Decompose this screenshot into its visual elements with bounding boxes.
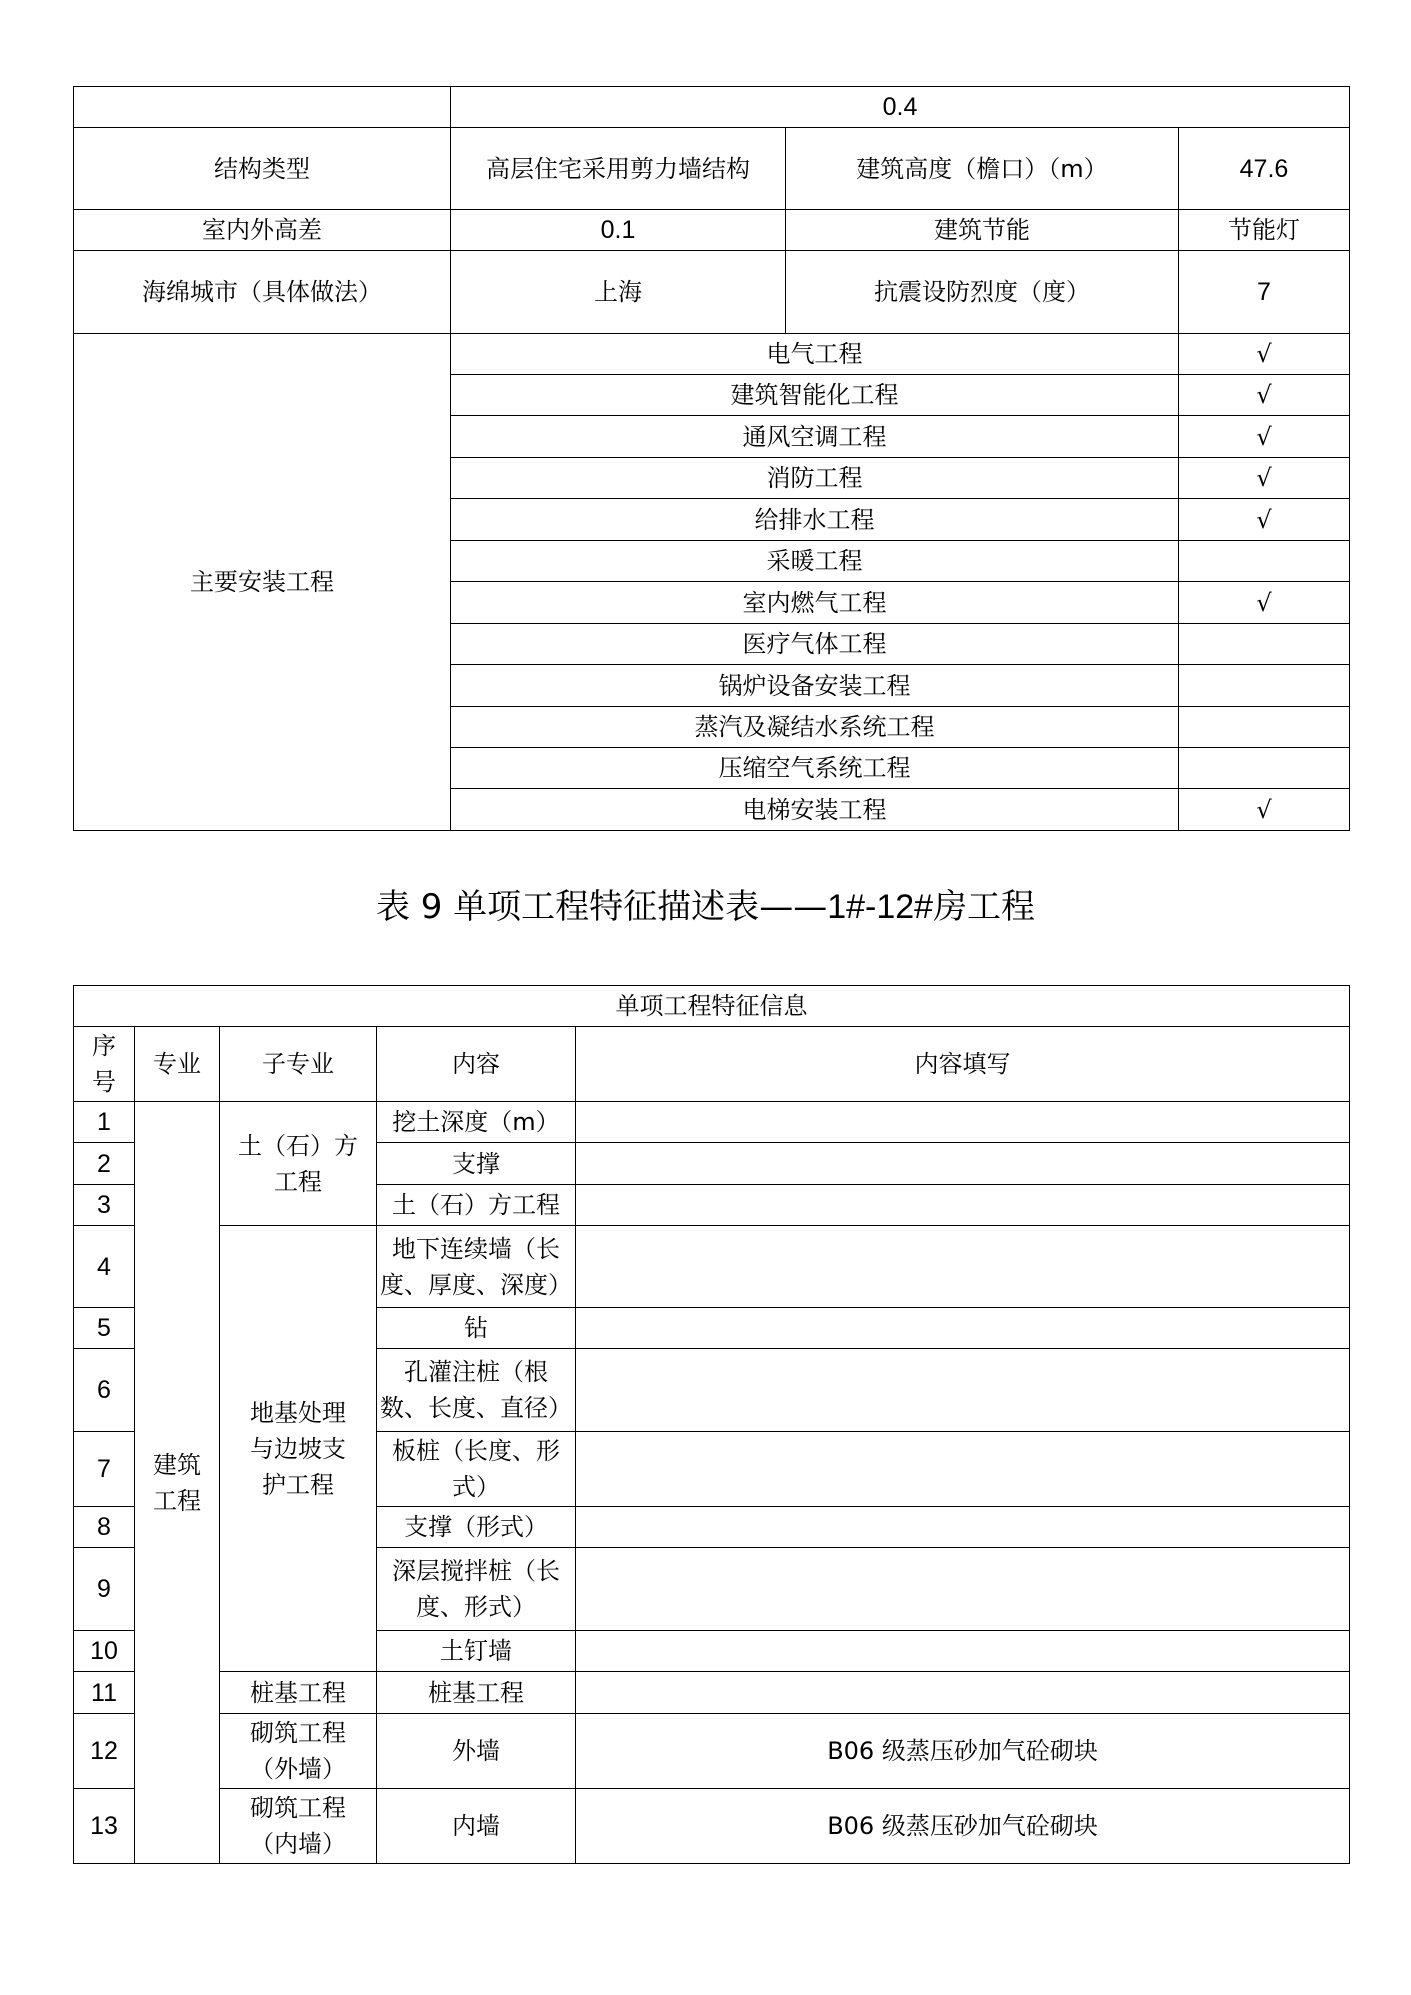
install-item: 压缩空气系统工程 xyxy=(451,748,1179,789)
install-item: 电气工程 xyxy=(451,334,1179,375)
building-height-value: 47.6 xyxy=(1179,128,1350,210)
blank-cell xyxy=(74,87,451,128)
structure-type-value: 高层住宅采用剪力墙结构 xyxy=(451,128,786,210)
row-fill xyxy=(576,1631,1350,1672)
install-check xyxy=(1179,624,1350,665)
row-fill xyxy=(576,1226,1350,1308)
caption-dash: —— xyxy=(759,887,828,927)
project-overview-table xyxy=(73,86,1350,831)
header-major: 专业 xyxy=(135,1027,220,1102)
row-number: 13 xyxy=(74,1789,135,1864)
install-check: √ xyxy=(1179,375,1350,416)
row-fill xyxy=(576,1143,1350,1185)
install-check: √ xyxy=(1179,416,1350,458)
row-number: 7 xyxy=(74,1432,135,1507)
row-content: 深层搅拌桩（长 度、形式） xyxy=(377,1548,576,1631)
row-content: 土（石）方工程 xyxy=(377,1185,576,1226)
row-fill xyxy=(576,1432,1350,1507)
install-check xyxy=(1179,541,1350,582)
install-check: √ xyxy=(1179,458,1350,499)
single-project-feature-table xyxy=(73,985,1350,1864)
row-fill xyxy=(576,1507,1350,1548)
row-fill: B06 级蒸压砂加气砼砌块 xyxy=(576,1789,1350,1864)
install-check: √ xyxy=(1179,789,1350,831)
install-item: 采暖工程 xyxy=(451,541,1179,582)
install-label: 主要安装工程 xyxy=(74,334,451,831)
row-content: 板桩（长度、形 式） xyxy=(377,1432,576,1507)
row-content: 挖土深度（m） xyxy=(377,1102,576,1143)
height-diff-label: 室内外高差 xyxy=(74,210,451,251)
caption-code: 1#-12# xyxy=(827,888,934,926)
row-fill xyxy=(576,1308,1350,1349)
row-content: 支撑（形式） xyxy=(377,1507,576,1548)
height-diff-value: 0.1 xyxy=(451,210,786,251)
row-number: 12 xyxy=(74,1714,135,1789)
header-content: 内容 xyxy=(377,1027,576,1102)
install-check: √ xyxy=(1179,334,1350,375)
sponge-city-value: 上海 xyxy=(451,251,786,334)
row-fill xyxy=(576,1349,1350,1432)
row-content: 孔灌注桩（根 数、长度、直径） xyxy=(377,1349,576,1432)
install-check xyxy=(1179,707,1350,748)
row-fill xyxy=(576,1185,1350,1226)
row-fill xyxy=(576,1672,1350,1714)
row-number: 5 xyxy=(74,1308,135,1349)
install-item: 电梯安装工程 xyxy=(451,789,1179,831)
install-item: 通风空调工程 xyxy=(451,416,1179,458)
sponge-city-label: 海绵城市（具体做法） xyxy=(74,251,451,334)
row-number: 10 xyxy=(74,1631,135,1672)
row-content: 外墙 xyxy=(377,1714,576,1789)
row-sub: 桩基工程 xyxy=(220,1672,377,1714)
sub-earthwork: 土（石）方 工程 xyxy=(220,1102,377,1226)
structure-type-label: 结构类型 xyxy=(74,128,451,210)
table-caption xyxy=(0,882,1411,932)
install-item: 给排水工程 xyxy=(451,499,1179,541)
install-item: 锅炉设备安装工程 xyxy=(451,665,1179,707)
row-number: 9 xyxy=(74,1548,135,1631)
row-content: 内墙 xyxy=(377,1789,576,1864)
install-check xyxy=(1179,665,1350,707)
row-sub: 砌筑工程 （内墙） xyxy=(220,1789,377,1864)
row-number: 6 xyxy=(74,1349,135,1432)
install-check xyxy=(1179,748,1350,789)
row-number: 1 xyxy=(74,1102,135,1143)
row-sub: 砌筑工程 （外墙） xyxy=(220,1714,377,1789)
row-content: 土钉墙 xyxy=(377,1631,576,1672)
row-number: 8 xyxy=(74,1507,135,1548)
row-content: 钻 xyxy=(377,1308,576,1349)
seismic-value: 7 xyxy=(1179,251,1350,334)
header-seq: 序 号 xyxy=(74,1027,135,1102)
row-number: 2 xyxy=(74,1143,135,1185)
row-fill xyxy=(576,1548,1350,1631)
install-item: 蒸汽及凝结水系统工程 xyxy=(451,707,1179,748)
building-height-label: 建筑高度（檐口）（m） xyxy=(786,128,1179,210)
install-item: 室内燃气工程 xyxy=(451,582,1179,624)
row-content: 支撑 xyxy=(377,1143,576,1185)
seismic-label: 抗震设防烈度（度） xyxy=(786,251,1179,334)
row-number: 4 xyxy=(74,1226,135,1308)
caption-suffix: 房工程 xyxy=(933,887,1036,927)
table-title: 单项工程特征信息 xyxy=(74,986,1350,1027)
install-item: 建筑智能化工程 xyxy=(451,375,1179,416)
install-check: √ xyxy=(1179,499,1350,541)
header-fill: 内容填写 xyxy=(576,1027,1350,1102)
energy-label: 建筑节能 xyxy=(786,210,1179,251)
install-check: √ xyxy=(1179,582,1350,624)
top-value-cell: 0.4 xyxy=(451,87,1350,128)
row-fill xyxy=(576,1102,1350,1143)
row-content: 桩基工程 xyxy=(377,1672,576,1714)
install-item: 医疗气体工程 xyxy=(451,624,1179,665)
row-number: 11 xyxy=(74,1672,135,1714)
energy-value: 节能灯 xyxy=(1179,210,1350,251)
sub-foundation: 地基处理 与边坡支 护工程 xyxy=(220,1226,377,1672)
row-number: 3 xyxy=(74,1185,135,1226)
major-building: 建筑 工程 xyxy=(135,1102,220,1864)
header-sub: 子专业 xyxy=(220,1027,377,1102)
row-content: 地下连续墙（长 度、厚度、深度） xyxy=(377,1226,576,1308)
caption-prefix: 表 9 单项工程特征描述表 xyxy=(375,887,760,927)
install-item: 消防工程 xyxy=(451,458,1179,499)
row-fill: B06 级蒸压砂加气砼砌块 xyxy=(576,1714,1350,1789)
